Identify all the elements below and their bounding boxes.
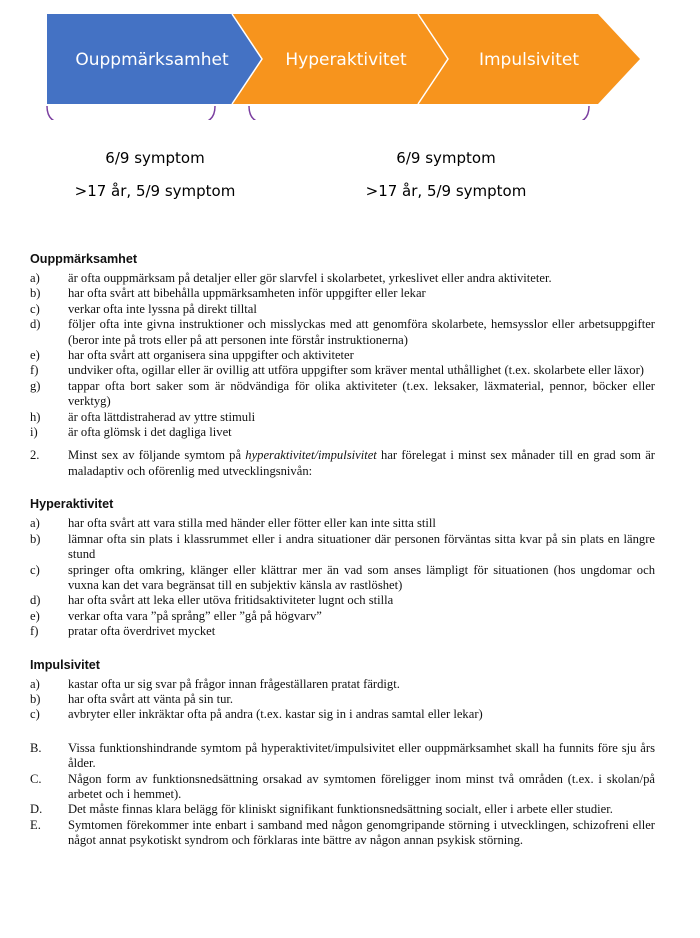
adhd-chevron-diagram <box>0 0 700 120</box>
general-criteria-list <box>30 741 655 849</box>
list-item: b) har ofta svårt att vänta på sin tur. <box>30 691 234 706</box>
list-item: c) avbryter eller inkräktar ofta på andra (t.ex. kastar sig in i andras samtal eller lekar) <box>30 707 483 722</box>
criterion-e: E. Symtomen förekommer inte enbart i samband med någon genomgripande störning i utvecklingen, schizofreni eller något annat psykotiskt syndrom och förklaras inte bättre av någon annan psykisk störning. <box>30 817 655 848</box>
list-item: a) kastar ofta ur sig svar på frågor innan frågeställaren pratat färdigt. <box>30 676 400 691</box>
section-heading-inattention: Ouppmärksamhet <box>30 252 138 266</box>
bracket-right <box>249 106 589 120</box>
list-item: c) springer ofta omkring, klänger eller klättrar mer än vad som anses lämpligt för situationen (hos ungdomar och vuxna kan det vara begränsat till en subjektiv känsla av rastlöshet) <box>30 562 655 592</box>
chevron-label-impulsivity: Impulsivitet <box>478 50 580 70</box>
left-symptom-count: 6/9 symptom <box>105 149 205 167</box>
list-item: d) följer ofta inte givna instruktioner och misslyckas med att genomföra skolarbete, hemsysslor eller arbetsuppgifter (beror inte på trots eller på att personen inte förstår instruktionerna) <box>30 317 655 347</box>
section-heading-impulsivity: Impulsivitet <box>30 657 100 672</box>
list-item: g) tappar ofta bort saker som är nödvändiga för olika aktiviteter (t.ex. leksaker, läxmaterial, pennor, böcker eller verktyg) <box>30 378 655 409</box>
criterion-b: B. Vissa funktionshindrande symtom på hyperaktivitet/impulsivitet eller ouppmärksamhet skall ha funnits före sju års ålder. <box>30 740 655 771</box>
hyperactivity-list <box>30 516 655 639</box>
list-item: e) har ofta svårt att organisera sina uppgifter och aktiviteter <box>30 348 354 363</box>
chevron-label-inattention: Ouppmärksamhet <box>75 50 229 70</box>
list-item: a) har ofta svårt att vara stilla med händer eller fötter eller kan inte sitta still <box>30 516 436 531</box>
criterion-d: D. Det måste finnas klara belägg för kliniskt signifikant funktionsnedsättning socialt, eller i arbete eller studier. <box>30 802 613 817</box>
list-item: f) pratar ofta överdrivet mycket <box>30 624 216 639</box>
dsm-criteria-document <box>30 252 655 849</box>
left-adult-symptom-count: >17 år, 5/9 symptom <box>74 182 236 200</box>
list-item: d) har ofta svårt att leka eller utöva fritidsaktiviteter lugnt och stilla <box>30 593 394 608</box>
list-item: i) är ofta glömsk i det dagliga livet <box>30 425 232 440</box>
list-item: f) undviker ofta, ogillar eller är ovillig att utföra uppgifter som kräver mental uthållighet (t.ex. skolarbete eller läxor) <box>30 363 644 378</box>
list-item: b) har ofta svårt att bibehålla uppmärksamheten inför uppgifter eller lekar <box>30 286 426 301</box>
section-heading-hyperactivity: Hyperaktivitet <box>30 497 114 512</box>
bracket-left <box>47 106 215 120</box>
criterion-2: 2. Minst sex av följande symtom på hyperaktivitet/impulsivitet har förelegat i minst sex månader till en grad som är maladaptiv och oförenlig med utvecklingsnivån: <box>30 448 655 478</box>
right-adult-symptom-count: >17 år, 5/9 symptom <box>365 182 527 200</box>
list-item: e) verkar ofta vara ”på språng” eller ”gå på högvarv” <box>30 608 322 623</box>
criterion-c: C. Någon form av funktionsnedsättning orsakad av symtomen föreligger inom minst två områden (t.ex. i skolan/på arbetet och i hemmet). <box>30 771 655 801</box>
right-symptom-count: 6/9 symptom <box>396 149 496 167</box>
list-item: b) lämnar ofta sin plats i klassrummet eller i andra situationer där personen förväntas sitta kvar på sin plats en längre stund <box>30 531 655 562</box>
list-item: h) är ofta lättdistraherad av yttre stimuli <box>30 409 256 424</box>
list-item: a) är ofta ouppmärksam på detaljer eller gör slarvfel i skolarbetet, yrkeslivet eller andra aktiviteter. <box>30 271 552 285</box>
impulsivity-list <box>30 677 655 723</box>
inattention-list <box>30 271 655 440</box>
chevron-label-hyperactivity: Hyperaktivitet <box>285 50 407 70</box>
list-item: c) verkar ofta inte lyssna på direkt tilltal <box>30 301 257 316</box>
